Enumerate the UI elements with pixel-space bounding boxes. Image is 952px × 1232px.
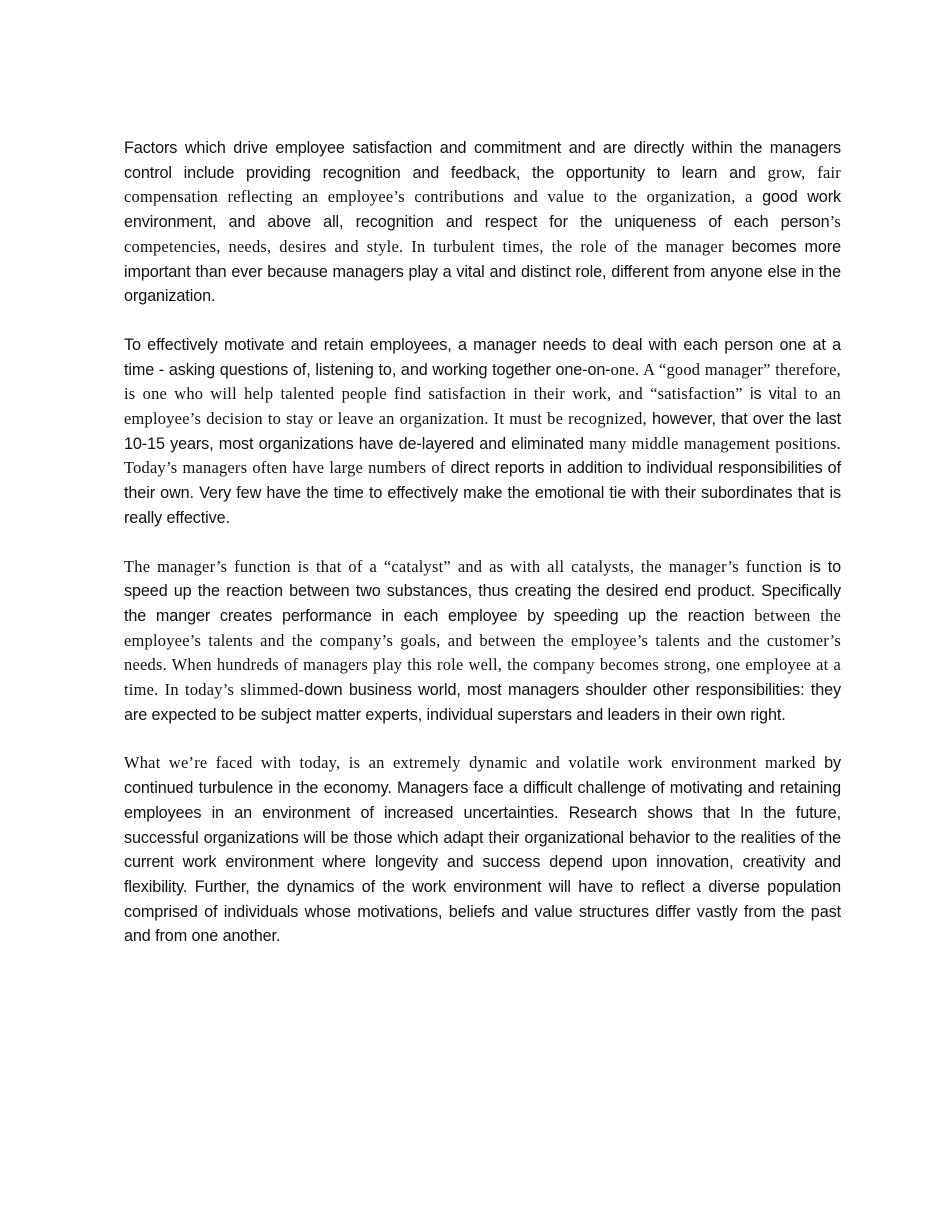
paragraph-2-segment-4: tal to an employee’s decision to stay or leave an organization. It must be recognized, [124, 384, 841, 429]
paragraph-1-segment-1: Factors which drive employee satisfaction and commitment and are directly within the managers control include providing recognition and feedback, the opportunity to learn and [124, 139, 841, 182]
paragraph-2-segment-7: direct reports in addition to individual responsibilities of their own. Very few have the time to effectively make the emotional tie with their subordinates that is really effective. [124, 459, 841, 527]
paragraph-4-segment-1: What we’re faced with today, is an extremely dynamic and volatile work environment marked [124, 753, 825, 773]
paragraph-3-segment-2: is to speed up the reaction between two substances, thus creating the desired end product. Specifically the manger creates performance in each employee by speeding up the reaction [124, 557, 841, 625]
paragraph-1-segment-3: good work environment, and above all, recognition and respect for the uniqueness of each person [124, 188, 841, 232]
paragraph-3 [124, 555, 841, 728]
paragraph-4-segment-2: by continued turbulence in the economy. Managers face a difficult challenge of motivating and retaining employees in an environment of increased uncertainties. Research shows that In the future, successful organizations will be those which adapt their organizational behavior to the realities of the current work environment where longevity and success depend upon innovation, creativity and flexibility. Further, the dynamics of the work environment will have to reflect a diverse population comprised of individuals whose motivations, beliefs and value structures differ vastly from the past and from one another. [124, 754, 841, 946]
paragraph-2-segment-2: one. A “good manager” therefore, is one who will help talented people find satisfaction in their work, and “satisfaction” [124, 359, 841, 404]
paragraph-1 [124, 136, 841, 309]
paragraph-1-segment-2: grow, fair compensation reflecting an employee’s contributions and value to the organization, a [124, 162, 841, 207]
paragraph-4 [124, 751, 841, 949]
paragraph-1-segment-5: becomes more important than ever because managers play a vital and distinct role, different from anyone else in the organization. [124, 237, 841, 306]
paragraph-2-segment-1: To effectively motivate and retain employees, a manager needs to deal with each person one at a time - asking questions of, listening to, and working together one-on- [124, 335, 841, 379]
paragraph-3-segment-1: The manager’s function is that of a “catalyst” and as with all catalysts, the manager’s function [124, 556, 810, 576]
paragraph-3-segment-3: between the employee’s talents and the company’s goals, and between the employee’s talents and the customer’s needs. When hundreds of managers play this role well, the company becomes strong, one employee at a time. In today’s slimmed- [124, 605, 841, 700]
paragraph-2-segment-5: however, that over the last 10-15 years, most organizations have de-layered and eliminated [124, 410, 841, 453]
paragraph-2-segment-6: many middle management positions. Today’s managers often have large numbers of [124, 433, 841, 478]
paragraph-2 [124, 333, 841, 531]
document-body [124, 136, 841, 973]
paragraph-1-segment-4: ’s competencies, needs, desires and style. In turbulent times, the role of the manager [124, 212, 841, 256]
paragraph-3-segment-4: down business world, most managers shoulder other responsibilities: they are expected to be subject matter experts, individual superstars and leaders in their own right. [124, 681, 841, 724]
paragraph-2-segment-3: is vi [750, 385, 781, 404]
